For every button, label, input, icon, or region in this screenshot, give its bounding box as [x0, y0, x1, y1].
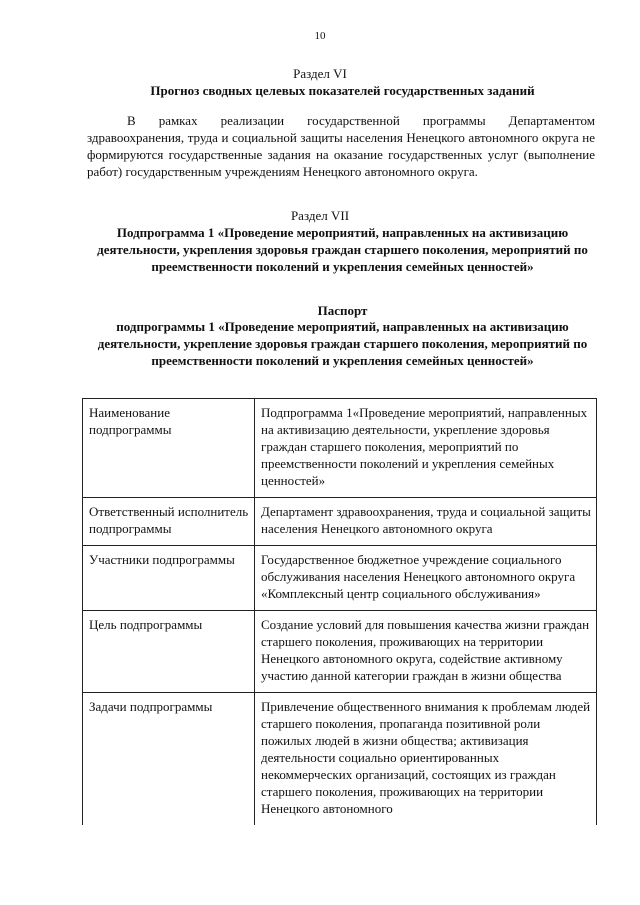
section-6-label: Раздел VI: [293, 66, 347, 81]
row-label-name: Наименование подпрограммы: [83, 399, 255, 498]
page-number: 10: [314, 30, 326, 42]
row-value-goal: Создание условий для повышения качества жизни граждан старшего поколения, проживающих на территории Ненецкого автономного округа, содействие активному участию данной категории граждан в жизни общества: [255, 611, 597, 693]
passport-table: [82, 398, 597, 825]
table-row: [83, 399, 597, 498]
row-label-goal: Цель подпрограммы: [83, 611, 255, 693]
section-7-title: Подпрограмма 1 «Проведение мероприятий, направленных на активизацию деятельности, укрепления здоровья граждан старшего поколения, мероприятий по преемственности поколений и укрепления семейных ценностей»: [97, 225, 588, 274]
section-6-paragraph: В рамках реализации государственной программы Департаментом здравоохранения, труда и социальной защиты населения Ненецкого автономного округа не формируются государственные задания на оказание государственных услуг (выполнение работ) государственным учреждениям Ненецкого автономного округа.: [87, 113, 595, 179]
table-row: [83, 693, 597, 826]
row-value-participants: Государственное бюджетное учреждение социального обслуживания населения Ненецкого автономного округа «Комплексный центр социального обслуживания»: [255, 546, 597, 611]
passport-heading: Паспорт: [317, 303, 368, 318]
section-6-title: Прогноз сводных целевых показателей государственных заданий: [150, 83, 535, 98]
row-label-executor: Ответственный исполнитель подпрограммы: [83, 498, 255, 546]
row-value-tasks: Привлечение общественного внимания к проблемам людей старшего поколения, пропаганда позитивной роли пожилых людей в жизни общества; активизация деятельности социально ориентированных некоммерческих организаций, состоящих из граждан старшего поколения, проживающих на территории Ненецкого автономного: [255, 693, 597, 826]
row-value-executor: Департамент здравоохранения, труда и социальной защиты населения Ненецкого автономного округа: [255, 498, 597, 546]
table-row: [83, 611, 597, 693]
table-row: [83, 498, 597, 546]
section-7-label: Раздел VII: [290, 208, 350, 223]
row-label-tasks: Задачи подпрограммы: [83, 693, 255, 826]
row-value-name: Подпрограмма 1«Проведение мероприятий, направленных на активизацию деятельности, укрепление здоровья граждан старшего поколения, мероприятий по преемственности поколений и укрепления семейных ценностей»: [255, 399, 597, 498]
row-label-participants: Участники подпрограммы: [83, 546, 255, 611]
table-row: [83, 546, 597, 611]
passport-subtitle: подпрограммы 1 «Проведение мероприятий, направленных на активизацию деятельности, укрепление здоровья граждан старшего поколения, мероприятий по преемственности поколений и укрепления семейных ценностей»: [97, 319, 588, 368]
